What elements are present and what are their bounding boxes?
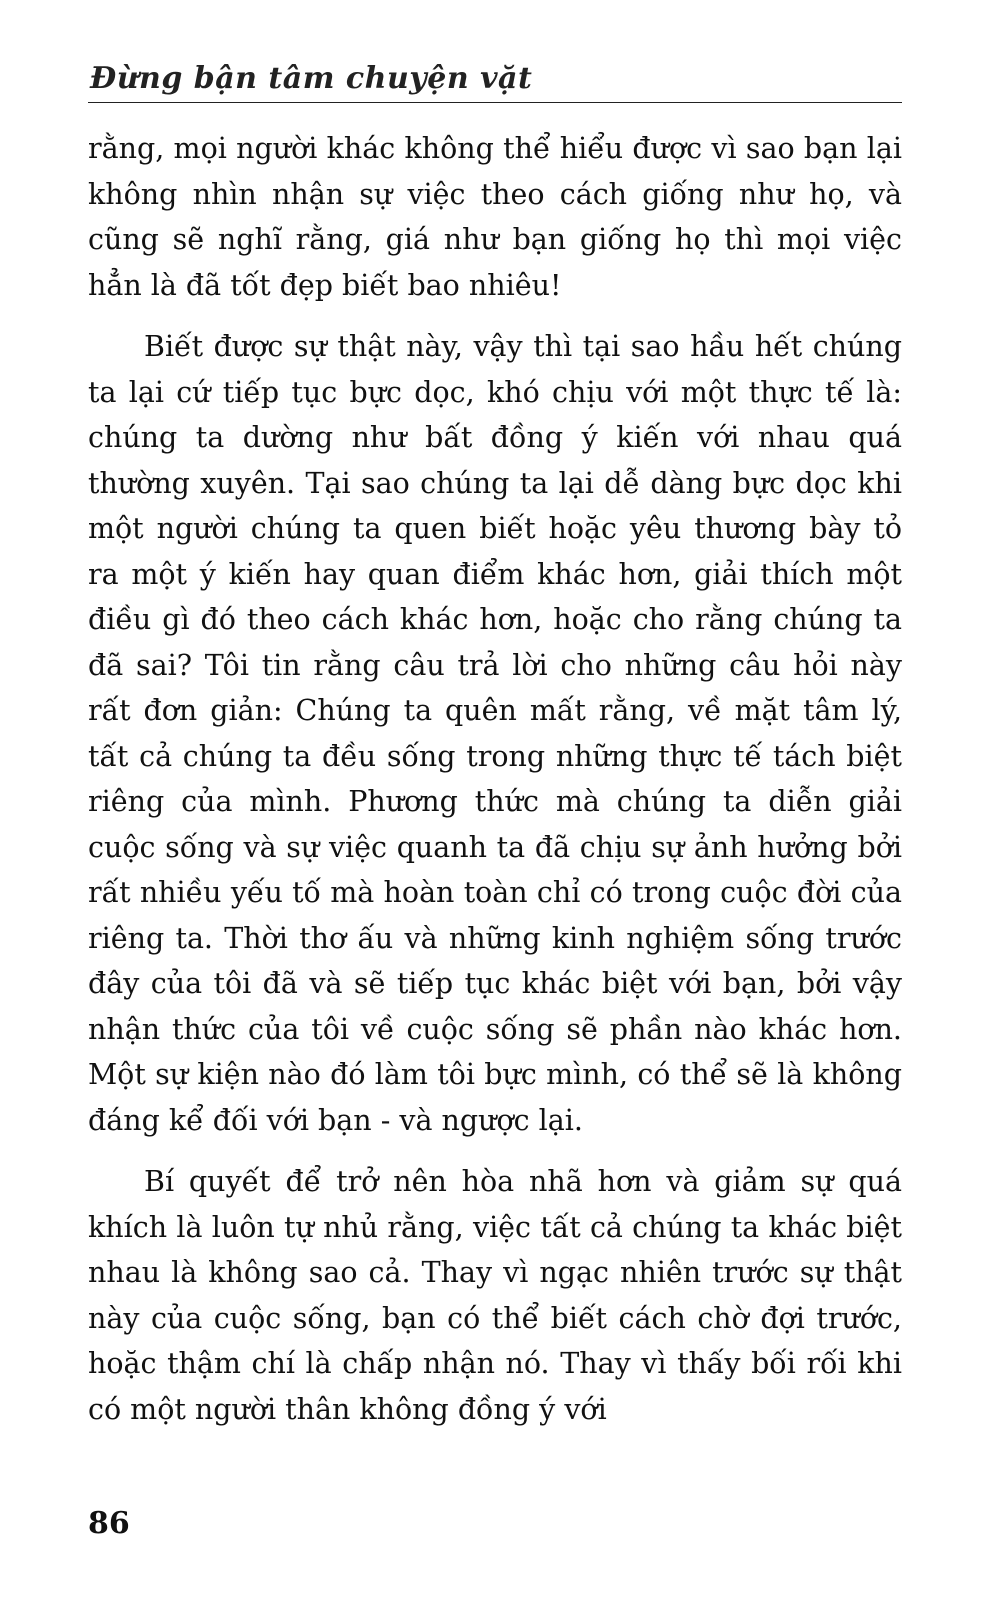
running-title: Đừng bận tâm chuyện vặt — [90, 61, 533, 96]
paragraph: Biết được sự thật này, vậy thì tại sao hầu hết chúng ta lại cứ tiếp tục bực dọc, khó chịu với một thực tế là: chúng ta dường như bất đồng ý kiến với nhau quá thường xuyên. Tại sao chúng ta lại dễ dàng bực dọc khi một người chúng ta quen biết hoặc yêu thương bày tỏ ra một ý kiến hay quan điểm khác hơn, giải thích một điều gì đó theo cách khác hơn, hoặc cho rằng chúng ta đã sai? Tôi tin rằng câu trả lời cho những câu hỏi này rất đơn giản: Chúng ta quên mất rằng, về mặt tâm lý, tất cả chúng ta đều sống trong những thực tế tách biệt riêng của mình. Phương thức mà chúng ta diễn giải cuộc sống và sự việc quanh ta đã chịu sự ảnh hưởng bởi rất nhiều yếu tố mà hoàn toàn chỉ có trong cuộc đời của riêng ta. Thời thơ ấu và những kinh nghiệm sống trước đây của tôi đã và sẽ tiếp tục khác biệt với bạn, bởi vậy nhận thức của tôi về cuộc sống sẽ phần nào khác hơn. Một sự kiện nào đó làm tôi bực mình, có thể sẽ là không đáng kể đối với bạn - và ngược lại. — [88, 330, 902, 1137]
paragraph-continued: rằng, mọi người khác không thể hiểu được vì sao bạn lại không nhìn nhận sự việc theo cách giống như họ, và cũng sẽ nghĩ rằng, giá như bạn giống họ thì mọi việc hẳn là đã tốt đẹp biết bao nhiêu! — [88, 132, 902, 302]
page-number: 86 — [88, 1506, 130, 1541]
body-text — [88, 126, 902, 1432]
paragraph: Bí quyết để trở nên hòa nhã hơn và giảm sự quá khích là luôn tự nhủ rằng, việc tất cả chúng ta khác biệt nhau là không sao cả. Thay vì ngạc nhiên trước sự thật này của cuộc sống, bạn có thể biết cách chờ đợi trước, hoặc thậm chí là chấp nhận nó. Thay vì thấy bối rối khi có một người thân không đồng ý với — [88, 1165, 902, 1426]
running-header — [88, 52, 902, 103]
